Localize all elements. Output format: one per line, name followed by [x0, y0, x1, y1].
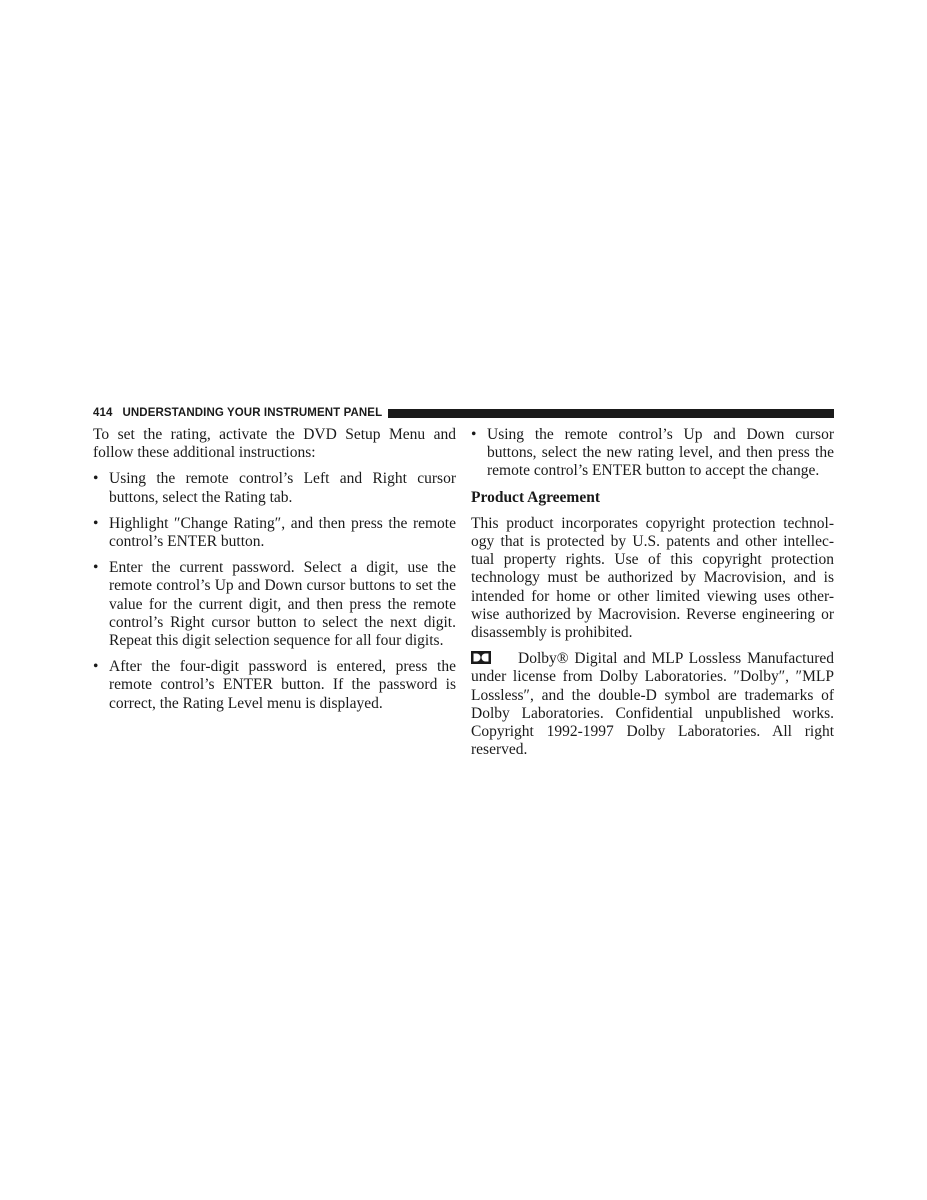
- instruction-list-continued: [471, 426, 834, 481]
- list-item: • Enter the current password. Select a digit, use the remote control’s Up and Down cursor buttons to set the value for the current digit, and then press the remote control’s Right cursor button to select the next digit. Repeat this digit selection sequence for all four digits.: [93, 559, 456, 650]
- dolby-double-d-icon: [471, 651, 491, 664]
- dolby-text: Dolby® Digital and MLP Lossless Manufactured under license from Dolby Laboratories. ″Dolby″, ″MLP Lossless″, and the double-D symbol are trademarks of Dolby Laboratories. Confidential unpublished works. Copyright 1992-1997 Dolby Laboratories. All right reserved.: [471, 650, 834, 759]
- list-item: • Highlight ″Change Rating″, and then press the remote control’s ENTER button.: [93, 515, 456, 551]
- list-item: • After the four-digit password is entered, press the remote control’s ENTER button. If the password is correct, the Rating Level menu is displayed.: [93, 658, 456, 713]
- right-column: [471, 426, 834, 767]
- list-item: • Using the remote control’s Left and Right cursor buttons, select the Rating tab.: [93, 470, 456, 506]
- page-number: 414: [93, 407, 113, 419]
- page-header: [93, 406, 834, 420]
- section-heading: Product Agreement: [471, 488, 600, 506]
- left-column: [93, 426, 456, 721]
- dolby-paragraph: [471, 650, 834, 759]
- header-rule: [388, 409, 834, 418]
- list-item: • Using the remote control’s Up and Down cursor buttons, select the new rating level, and then press the remote control’s ENTER button to accept the change.: [471, 426, 834, 481]
- instruction-list: [93, 470, 456, 712]
- section-title: UNDERSTANDING YOUR INSTRUMENT PANEL: [122, 407, 383, 419]
- product-agreement-paragraph: This product incorporates copyright protection technol-ogy that is protected by U.S. patents and other intellec-tual property rights. Use of this copyright protection technology must be authorized by Macrovision, and is intended for home or other limited viewing uses other-wise authorized by Macrovision. Reverse engineering or disassembly is prohibited.: [471, 514, 834, 642]
- intro-paragraph: To set the rating, activate the DVD Setup Menu and follow these additional instructions:: [93, 426, 456, 462]
